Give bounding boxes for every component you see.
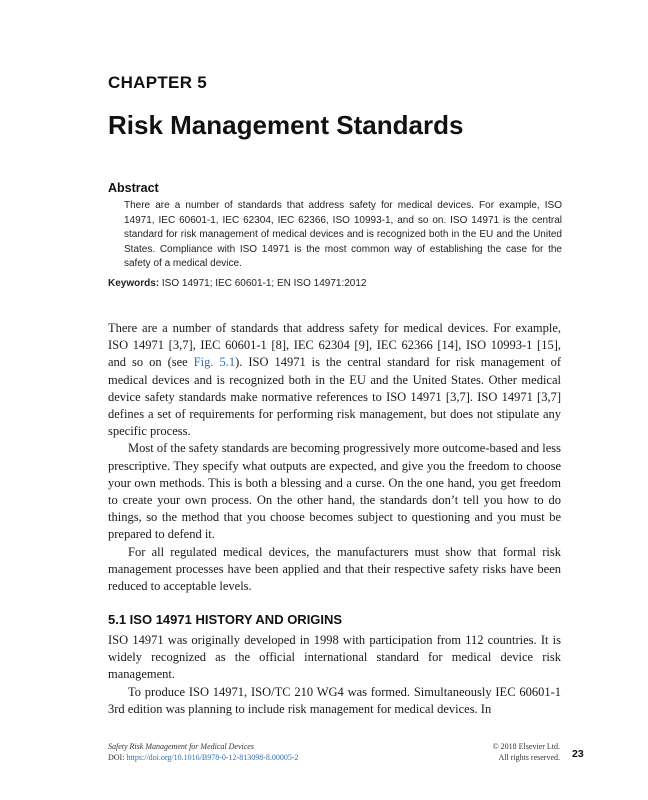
- section-body: [108, 632, 561, 718]
- intro-paragraph-3: For all regulated medical devices, the manufacturers must show that formal risk management processes have been applied and that their respective safety risks have been reduced to acceptable levels.: [108, 544, 561, 594]
- intro-paragraph-1: [108, 320, 561, 440]
- footer-rights: All rights reserved.: [498, 753, 560, 762]
- keywords-label: Keywords:: [108, 278, 160, 289]
- abstract-heading: Abstract: [108, 181, 159, 195]
- figure-reference-link[interactable]: Fig. 5.1: [193, 355, 236, 370]
- keywords-list: ISO 14971; IEC 60601-1; EN ISO 14971:2012: [161, 278, 367, 289]
- footer-doi: [108, 753, 299, 762]
- page-number: 23: [572, 748, 584, 760]
- keywords: [108, 277, 367, 291]
- section-paragraph-2: To produce ISO 14971, ISO/TC 210 WG4 was formed. Simultaneously IEC 60601-1 3rd edition was planning to include risk management for medical devices. In: [108, 684, 561, 716]
- intro-section: [108, 320, 561, 595]
- abstract-text: There are a number of standards that address safety for medical devices. For example, ISO 14971, IEC 60601-1, IEC 62304, IEC 62366, ISO 10993-1, and so on. ISO 14971 is the central standard for risk management of medical devices and is recognized both in the EU and the United States. Compliance with ISO 14971 is the most common way of establishing the case for the safety of a medical device.: [124, 200, 562, 269]
- chapter-title: Risk Management Standards: [108, 110, 464, 140]
- intro-paragraph-1-text-a: There are a number of standards that address safety for medical devices. For example, ISO 14971 [3,7], IEC 60601-1 [8], IEC 62304 [9], IEC 62366 [14], ISO 10993-1 [15], and so on (see: [108, 321, 561, 370]
- chapter-label: CHAPTER 5: [108, 73, 208, 92]
- footer-copyright: © 2018 Elsevier Ltd.: [492, 742, 560, 751]
- section-paragraph-1: ISO 14971 was originally developed in 1998 with participation from 112 countries. It is widely recognized as the official international standard for medical device risk management.: [108, 633, 561, 682]
- footer-book-title: Safety Risk Management for Medical Devices: [108, 742, 254, 751]
- intro-paragraph-1-text-b: ). ISO 14971 is the central standard for risk management of medical devices and is recognized both in the EU and the United States. Other medical device safety standards make normative references to ISO 14971 [3,7]. ISO 14971 [3,7] defines a set of requirements for performing risk management, but does not stipulate any specific process.: [108, 355, 561, 439]
- doi-link[interactable]: https://doi.org/10.1016/B978-0-12-813098-8.00005-2: [126, 753, 299, 762]
- section-heading: 5.1 ISO 14971 HISTORY AND ORIGINS: [108, 612, 343, 627]
- intro-paragraph-2: Most of the safety standards are becoming progressively more outcome-based and less prescriptive. They specify what outputs are expected, and give you the freedom to choose your own methods. This is both a blessing and a curse. On the one hand, you get freedom to create your own process. On the other hand, the standards don’t tell you how to do things, so the method that you choose becomes subject to questioning and you must be prepared to defend it.: [108, 441, 561, 542]
- doi-label: DOI:: [108, 753, 125, 762]
